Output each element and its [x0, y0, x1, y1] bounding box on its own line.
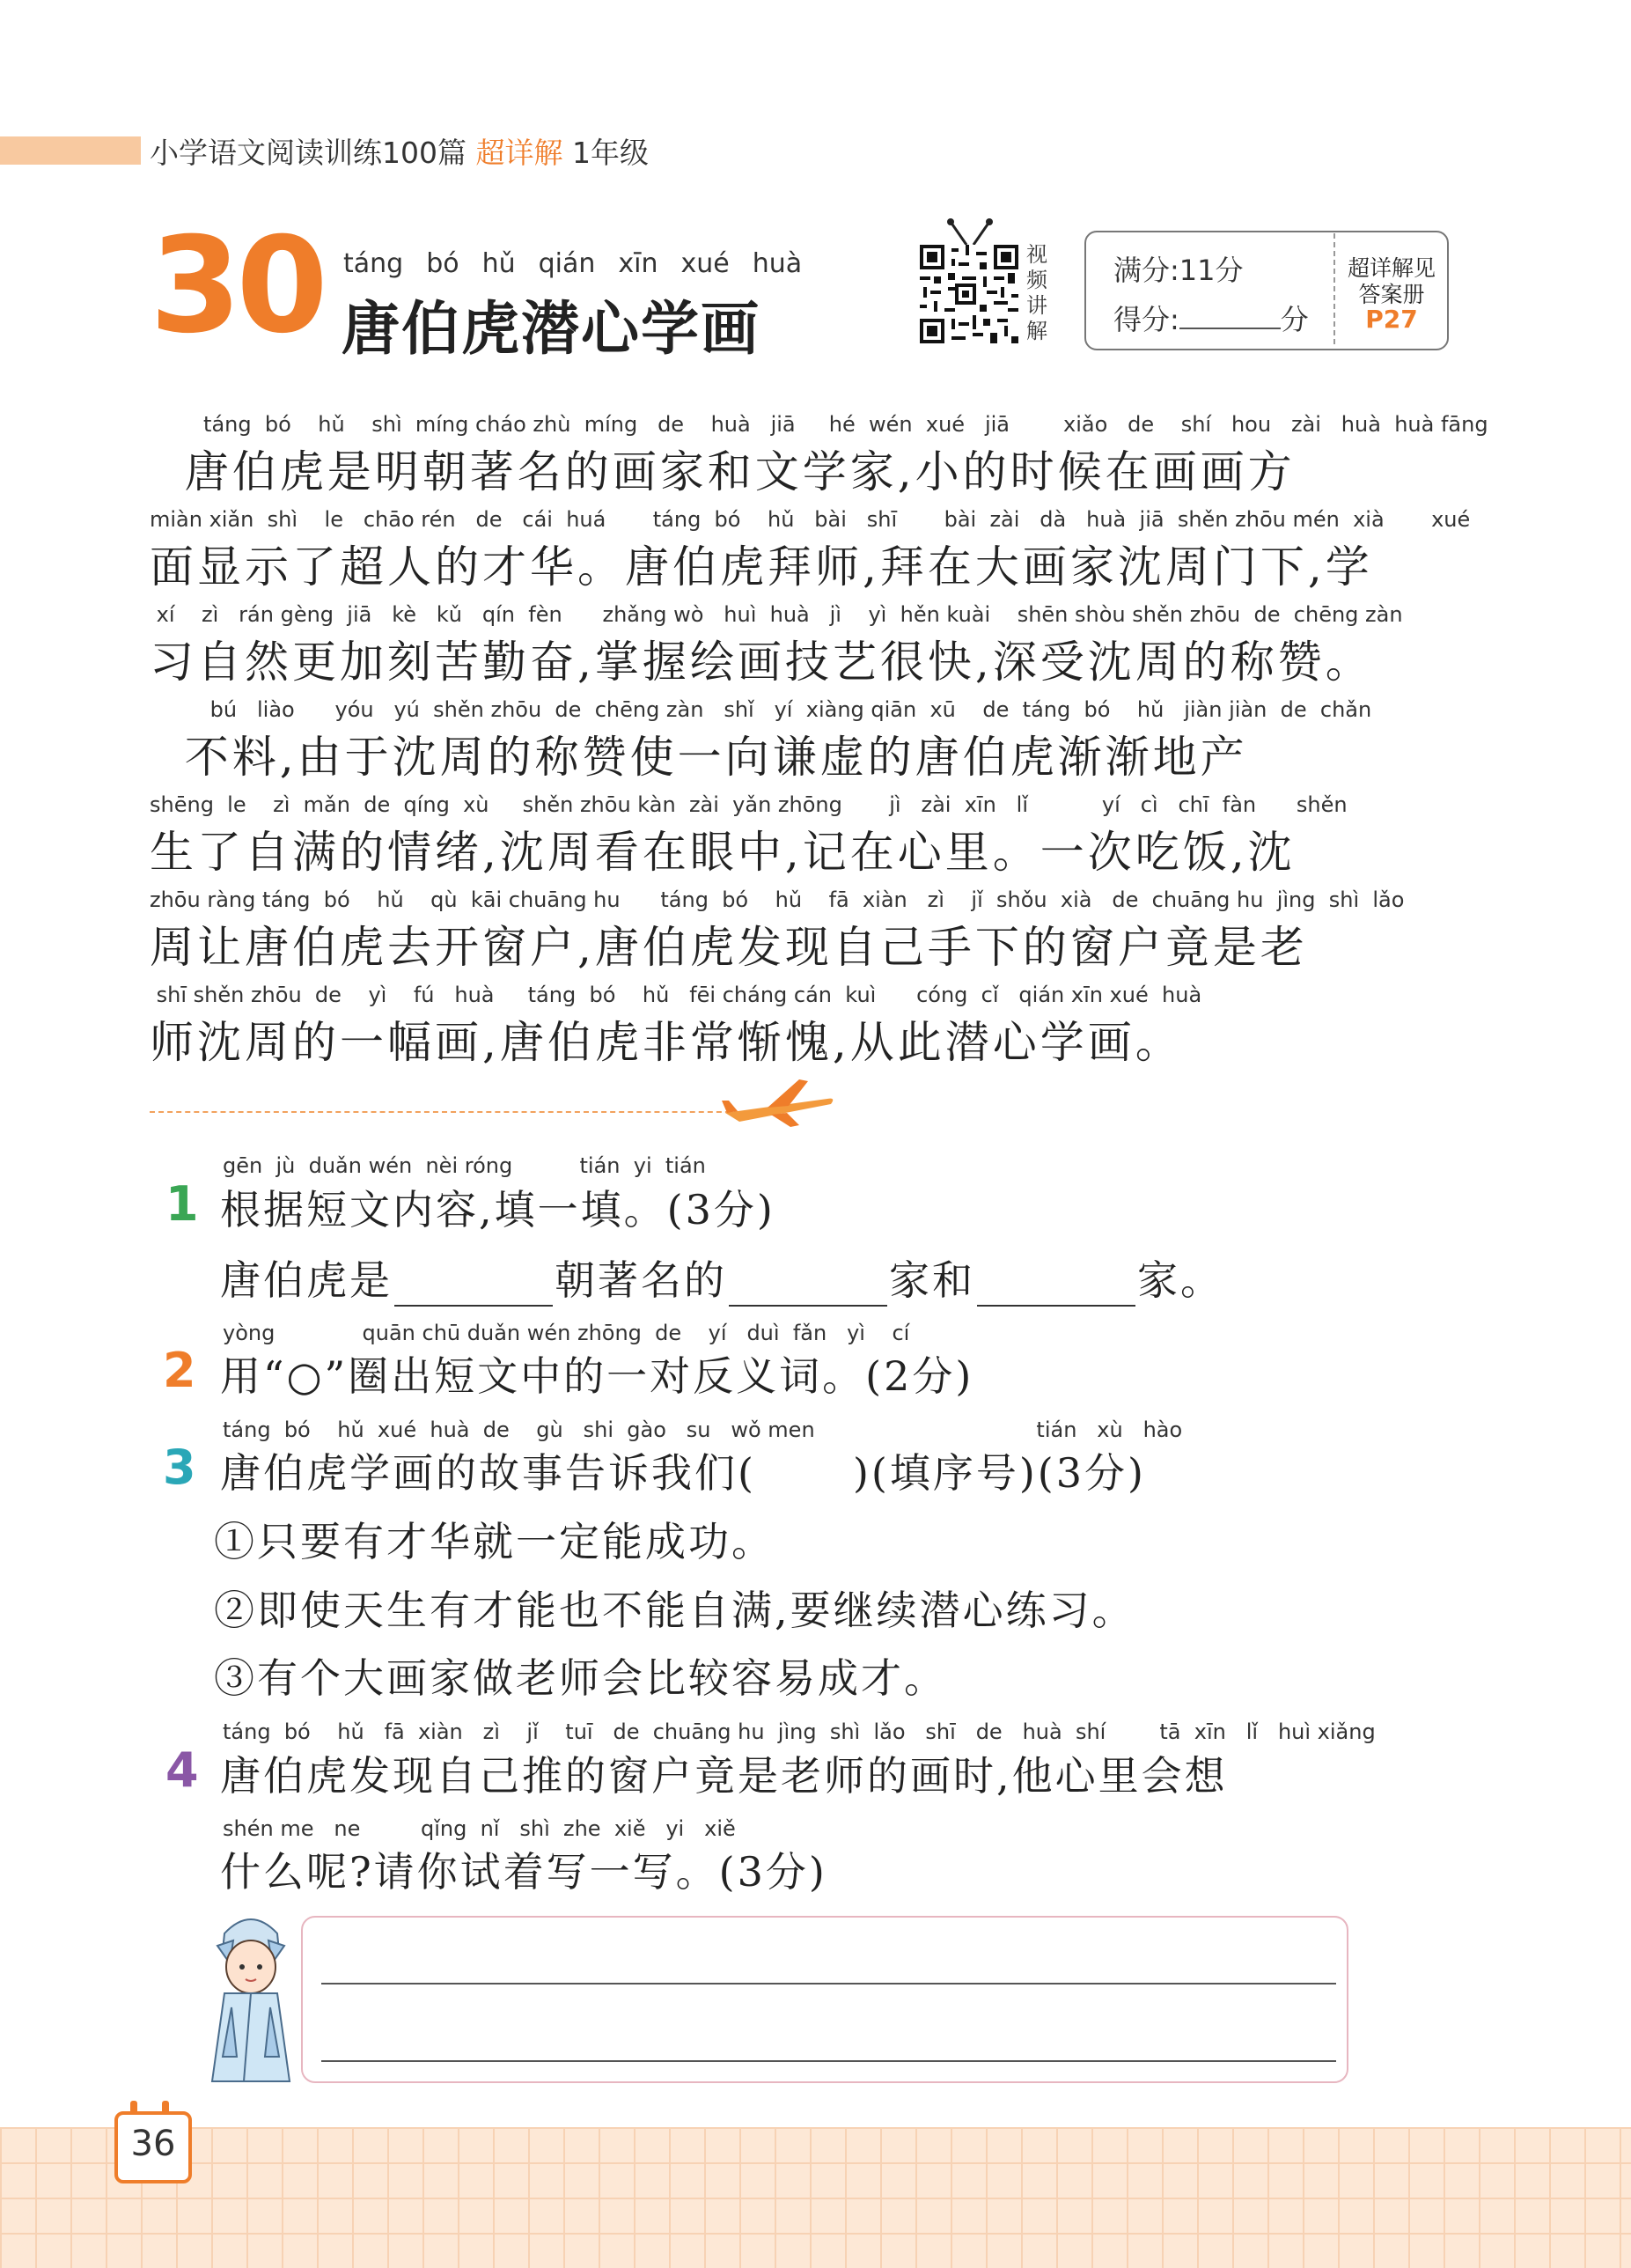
title-pinyin-syllable: bó [426, 248, 459, 279]
q1-fill-part: 家。 [1137, 1256, 1223, 1304]
passage-pinyin-line: táng bó hǔ shì míng cháo zhù míng de huà jiā hé wén xué jiā xiǎo de shí hou zài huà huà fāng [150, 412, 1488, 437]
edition-label: 超详解 [475, 136, 563, 170]
footer-grid-band [0, 2127, 1631, 2268]
q4-number: 4 [165, 1742, 199, 1798]
q3-number: 3 [163, 1440, 196, 1495]
full-score: 满分:11分 [1113, 254, 1244, 287]
q3-text-before: 唐伯虎学画的故事告诉我们( [220, 1449, 756, 1497]
title-pinyin-syllable: xué [680, 248, 730, 279]
score-divider [1333, 233, 1335, 344]
grade-label: 1年级 [572, 136, 649, 170]
answer-line[interactable] [321, 1983, 1336, 1984]
score-label: 得分: [1113, 303, 1179, 336]
q1-pinyin: gēn jù duǎn wén nèi róng tián yi tián [223, 1153, 706, 1178]
scholar-character-illustration [198, 1902, 304, 2087]
title-pinyin-syllable: hǔ [481, 248, 516, 279]
q3-text-after: )(填序号)(3分) [852, 1449, 1146, 1497]
q1-number: 1 [165, 1176, 199, 1232]
q3-text [220, 1441, 1146, 1499]
header-band [0, 136, 141, 165]
video-explain-label: 视频讲解 [1026, 242, 1047, 343]
q4-answer-box[interactable] [301, 1916, 1348, 2083]
q4-pinyin-2: shén me ne qǐng nǐ shì zhe xiě yi xiě [223, 1816, 736, 1841]
passage-text-line: 面显示了超人的才华。唐伯虎拜师,拜在大画家沈周门下,学 [150, 541, 1373, 593]
q3-option[interactable]: ③有个大画家做老师会比较容易成才。 [214, 1654, 947, 1702]
series-title: 小学语文阅读训练100篇 [150, 136, 467, 170]
q3-pinyin: táng bó hǔ xué huà de gù shi gào su wǒ men tián xù hào [223, 1418, 1183, 1442]
q1-fill-part: 朝著名的 [555, 1256, 727, 1304]
airplane-icon [722, 1076, 836, 1129]
passage-pinyin-line: shī shěn zhōu de yì fú huà táng bó hǔ fēi cháng cán kuì cóng cǐ qián xīn xué huà [150, 983, 1202, 1007]
passage-pinyin-line: xí zì rán gèng jiā kè kǔ qín fèn zhǎng wò huì huà jì yì hěn kuài shēn shòu shěn zhōu de chēng zàn [150, 602, 1403, 627]
passage-text-line: 唐伯虎是明朝著名的画家和文学家,小的时候在画画方 [150, 446, 1296, 497]
passage-pinyin-line: shēng le zì mǎn de qíng xù shěn zhōu kàn zài yǎn zhōng jì zài xīn lǐ yí cì chī fàn shěn [150, 792, 1348, 817]
passage-text-line: 生了自满的情绪,沈周看在眼中,记在心里。一次吃饭,沈 [150, 827, 1296, 878]
qr-code[interactable] [920, 245, 1018, 343]
passage-text-line: 不料,由于沈周的称赞使一向谦虚的唐伯虎渐渐地产 [150, 732, 1248, 783]
lesson-title: 唐伯虎潜心学画 [342, 295, 760, 363]
q3-option[interactable]: ①只要有才华就一定能成功。 [214, 1518, 775, 1565]
q1-fill-part: 家和 [889, 1256, 975, 1304]
answer-ref-line2: 答案册 [1358, 282, 1425, 307]
passage-pinyin-line: bú liào yóu yú shěn zhōu de chēng zàn shǐ yí xiàng qiān xū de táng bó hǔ jiàn jiàn de chǎn [150, 697, 1372, 722]
passage-text-line: 习自然更加刻苦勤奋,掌握绘画技艺很快,深受沈周的称赞。 [150, 637, 1373, 688]
q1-blank-profession2[interactable] [977, 1270, 1135, 1307]
title-pinyin-syllable: xīn [618, 248, 658, 279]
q1-blank-profession1[interactable] [729, 1270, 887, 1307]
answer-ref-line1: 超详解见 [1347, 255, 1436, 281]
answer-ref-page: P27 [1365, 305, 1418, 334]
lesson-number: 30 [150, 210, 323, 363]
title-pinyin-syllable: huà [752, 248, 803, 279]
score-blank[interactable] [1179, 305, 1281, 329]
title-pinyin-syllable: táng [343, 248, 404, 279]
q3-option[interactable]: ②即使天生有才能也不能自满,要继续潜心练习。 [214, 1587, 1135, 1634]
q1-text: 根据短文内容,填一填。(3分) [220, 1186, 775, 1233]
score-field [1113, 298, 1309, 338]
q4-pinyin: táng bó hǔ fā xiàn zì jǐ tuī de chuāng hu jìng shì lǎo shī de huà shí tā xīn lǐ huì xiǎng [223, 1719, 1376, 1744]
title-pinyin-syllable: qián [538, 248, 596, 279]
passage-pinyin-line: miàn xiǎn shì le chāo rén de cái huá táng bó hǔ bài shī bài zài dà huà jiā shěn zhōu mén xià xué [150, 507, 1471, 532]
tv-antenna-icon [942, 218, 998, 247]
q1-blank-dynasty[interactable] [394, 1270, 553, 1307]
section-divider [150, 1111, 739, 1113]
q2-number: 2 [163, 1343, 196, 1398]
score-unit: 分 [1280, 303, 1309, 336]
q2-text: 用“○”圈出短文中的一对反义词。(2分) [220, 1352, 974, 1400]
book-header [150, 130, 649, 172]
answer-line[interactable] [321, 2060, 1336, 2062]
q1-fill-part: 唐伯虎是 [220, 1256, 393, 1304]
q2-pinyin: yòng quān chū duǎn wén zhōng de yí duì fǎn yì cí [223, 1321, 910, 1345]
passage-text-line: 周让唐伯虎去开窗户,唐伯虎发现自己手下的窗户竟是老 [150, 922, 1308, 973]
passage-pinyin-line: zhōu ràng táng bó hǔ qù kāi chuāng hu táng bó hǔ fā xiàn zì jǐ shǒu xià de chuāng hu jìng shì lǎo [150, 887, 1405, 912]
passage-text-line: 师沈周的一幅画,唐伯虎非常惭愧,从此潜心学画。 [150, 1017, 1183, 1068]
title-pinyin [343, 248, 825, 279]
q4-text: 唐伯虎发现自己推的窗户竟是老师的画时,他心里会想 [220, 1752, 1228, 1800]
page-number: 36 [130, 2124, 176, 2164]
q1-fill-sentence [220, 1248, 1223, 1307]
q4-text-2: 什么呢?请你试着写一写。(3分) [220, 1848, 827, 1896]
